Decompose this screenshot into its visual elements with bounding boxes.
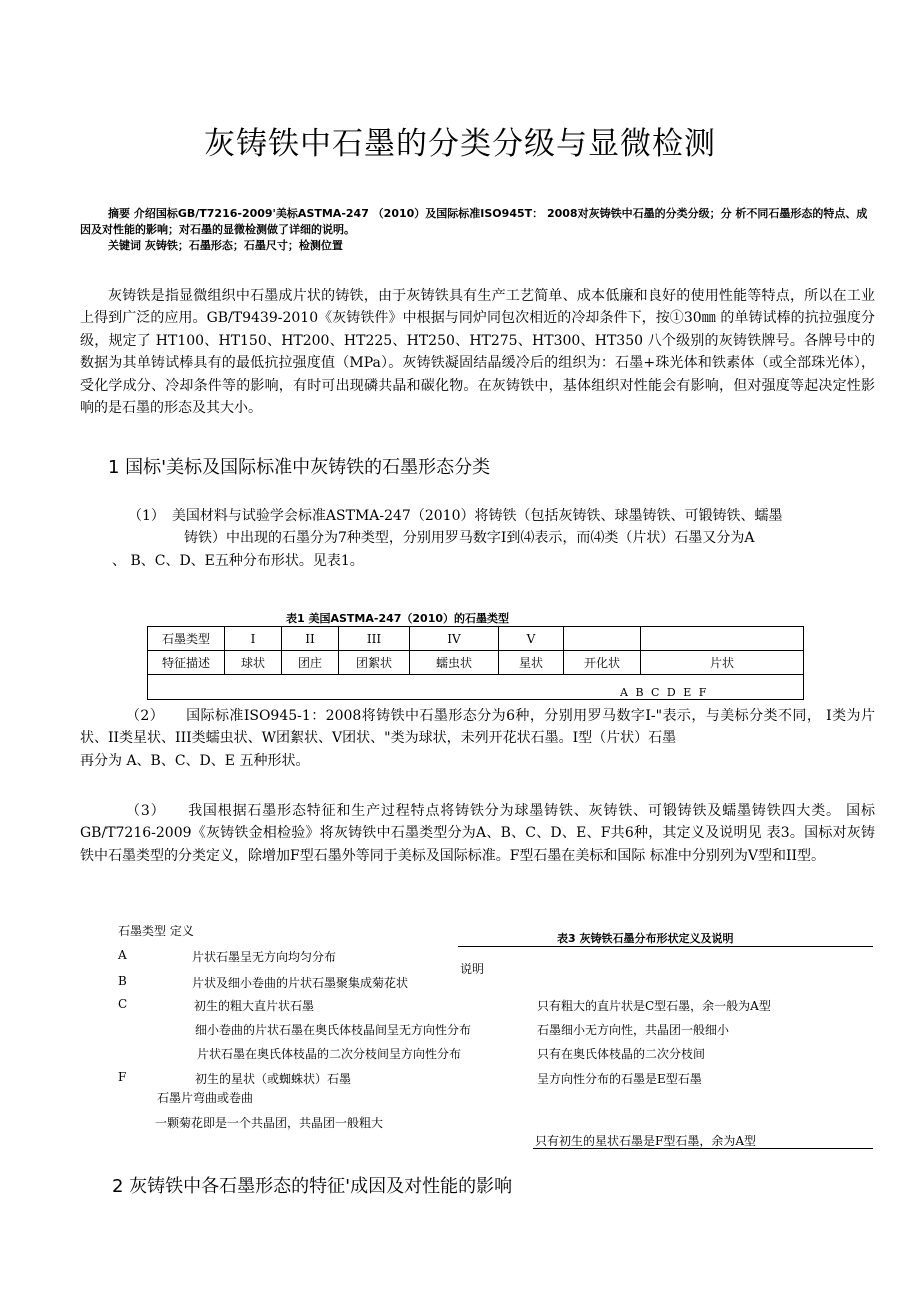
item-2 <box>80 705 875 772</box>
table3-extra-1: 石墨片弯曲或卷曲 <box>157 1091 254 1105</box>
abstract-block <box>80 206 875 254</box>
table1-cell <box>641 627 804 651</box>
table1-row-subtypes <box>148 675 804 700</box>
abstract-text: 摘要 介绍国标GB/T7216-2009'美标ASTMA-247 （2010）及国际标准ISO945T： 2008对灰铸铁中石墨的分类分级；分 析不同石墨形态的特点、成因及对性能的影响；对石墨的显微检测做了详细的说明。 <box>80 207 868 236</box>
item-2-text: （2） 国际标准ISO945-1：2008将铸铁中石墨形态分为6种，分别用罗马数字I-"表示，与美标分类不同， I类为片状、II类星状、III类蠕虫状、W团絮状、V团状、"类为球状，未列开花状石墨。I型（片状）石墨 <box>80 708 875 747</box>
table3-def: 片状石墨在奥氏体枝晶的二次分枝间呈方向性分布 <box>197 1047 462 1061</box>
table1-cell: IV <box>410 627 499 651</box>
table3-bottom-rule <box>533 1148 873 1149</box>
table1-cell: 球状 <box>225 651 282 675</box>
table3-def: 初生的星状（或蜘蛛状）石墨 <box>195 1072 352 1086</box>
section-heading-2: 2 灰铸铁中各石墨形态的特征'成因及对性能的影响 <box>112 1176 513 1197</box>
table1-cell: II <box>282 627 339 651</box>
table1-cell: A B C D E F <box>148 675 804 700</box>
table1-cell: 开化状 <box>564 651 641 675</box>
table1-cell <box>564 627 641 651</box>
table1-cell: I <box>225 627 282 651</box>
table3-note: 只有粗大的直片状是C型石墨，余一般为A型 <box>537 999 771 1013</box>
table3-type: C <box>118 997 128 1011</box>
item-1-line1: （1） 美国材料与试验学会标准ASTMA-247（2010）将铸铁（包括灰铸铁、球墨铸铁、可锻铸铁、蠕墨 <box>128 508 783 524</box>
table3-caption: 表3 灰铸铁石墨分布形状定义及说明 <box>557 932 734 945</box>
section-heading-1: 1 国标'美标及国际标准中灰铸铁的石墨形态分类 <box>108 457 491 478</box>
item-2-tail: 再分为 A、B、C、D、E 五种形状。 <box>80 752 310 769</box>
table3-note: 呈方向性分布的石墨是E型石墨 <box>537 1072 702 1086</box>
table1-row-desc <box>148 651 804 675</box>
table1-cell: 团絮状 <box>339 651 410 675</box>
table3-def: 细小卷曲的片状石墨在奥氏体枝晶间呈无方向性分布 <box>195 1023 472 1037</box>
item-1-line2: 铸铁）中出现的石墨分为7种类型，分别用罗马数字Ⅰ到⑷表示，而⑷类（片状）石墨又分为A <box>184 530 755 547</box>
keywords-text: 关键词 灰铸铁；石墨形态；石墨尺寸；检测位置 <box>108 239 343 252</box>
table3-def: 初生的粗大直片状石墨 <box>194 999 315 1013</box>
table1-cell: V <box>499 627 564 651</box>
table3-explain-label: 说明 <box>460 962 485 976</box>
table3-type: F <box>118 1070 127 1084</box>
table1 <box>147 626 804 700</box>
table1-cell: III <box>339 627 410 651</box>
table1-cell: 特征描述 <box>148 651 225 675</box>
item-3 <box>80 800 875 867</box>
page-title: 灰铸铁中石墨的分类分级与显微检测 <box>204 126 716 162</box>
table3-last-note: 只有初生的星状石墨是F型石墨，余为A型 <box>535 1134 756 1148</box>
table1-cell: 星状 <box>499 651 564 675</box>
table1-row-types <box>148 627 804 651</box>
item-1 <box>112 505 888 572</box>
table1-caption: 表1 美国ASTMA-247（2010）的石墨类型 <box>286 612 510 625</box>
table3-rule <box>458 946 873 947</box>
table3-type: B <box>118 974 127 988</box>
table1-cell: 蠕虫状 <box>410 651 499 675</box>
item-1-line3: 、 B、C、D、E五种分布形状。见表1。 <box>112 552 364 569</box>
table3-note: 石墨细小无方向性，共晶团一般细小 <box>537 1023 730 1037</box>
table1-cell: 片状 <box>641 651 804 675</box>
table3-def: 片状石墨呈无方向均匀分布 <box>192 950 337 964</box>
table3-type: A <box>118 948 127 962</box>
table1-cell: 团庄 <box>282 651 339 675</box>
table3-header: 石墨类型 定义 <box>118 924 194 938</box>
table3-note: 只有在奥氏体枝晶的二次分枝间 <box>537 1047 706 1061</box>
item-3-text: （3） 我国根据石墨形态特征和生产过程特点将铸铁分为球墨铸铁、灰铸铁、可锻铸铁及蠕墨铸铁四大类。 国标GB/T7216-2009《灰铸铁金相检验》将灰铸铁中石墨类型分为A、B、C、D、E、F共6种，其定义及说明见 表3。国标对灰铸铁中石墨类型的分类定义，除增加F型石墨外等同于美标及国际标准。F型石墨在美标和国际 标准中分别列为V型和II型。 <box>80 803 875 864</box>
table1-cell: 石墨类型 <box>148 627 225 651</box>
intro-text: 灰铸铁是指显微组织中石墨成片状的铸铁，由于灰铸铁具有生产工艺简单、成本低廉和良好的使用性能等特点，所以在工业上得到广泛的应用。GB/T9439-2010《灰铸铁件》中根据与同炉同包次相近的冷却条件下，按①30㎜ 的单铸试棒的抗拉强度分级，规定了 HT100、HT150、HT200、HT225、HT250、HT275、HT300、HT350 八个级别的灰铸铁牌号。各牌号中的数据为其单铸试棒具有的最低抗拉强度值（MPa）。灰铸铁凝固结晶缓冷后的组织为：石墨+珠光体和铁素体（或全部珠光体），受化学成分、冷却条件等的影响，有时可出现磷共晶和碳化物。在灰铸铁中，基体组织对性能会有影响，但对强度等起决定性影响的是石墨的形态及其大小。 <box>80 288 875 417</box>
intro-paragraph <box>80 285 875 419</box>
table3-extra-2: 一颗菊花即是一个共晶团，共晶团一般粗大 <box>155 1116 384 1130</box>
table3-def: 片状及细小卷曲的片状石墨聚集成菊花状 <box>192 976 409 990</box>
